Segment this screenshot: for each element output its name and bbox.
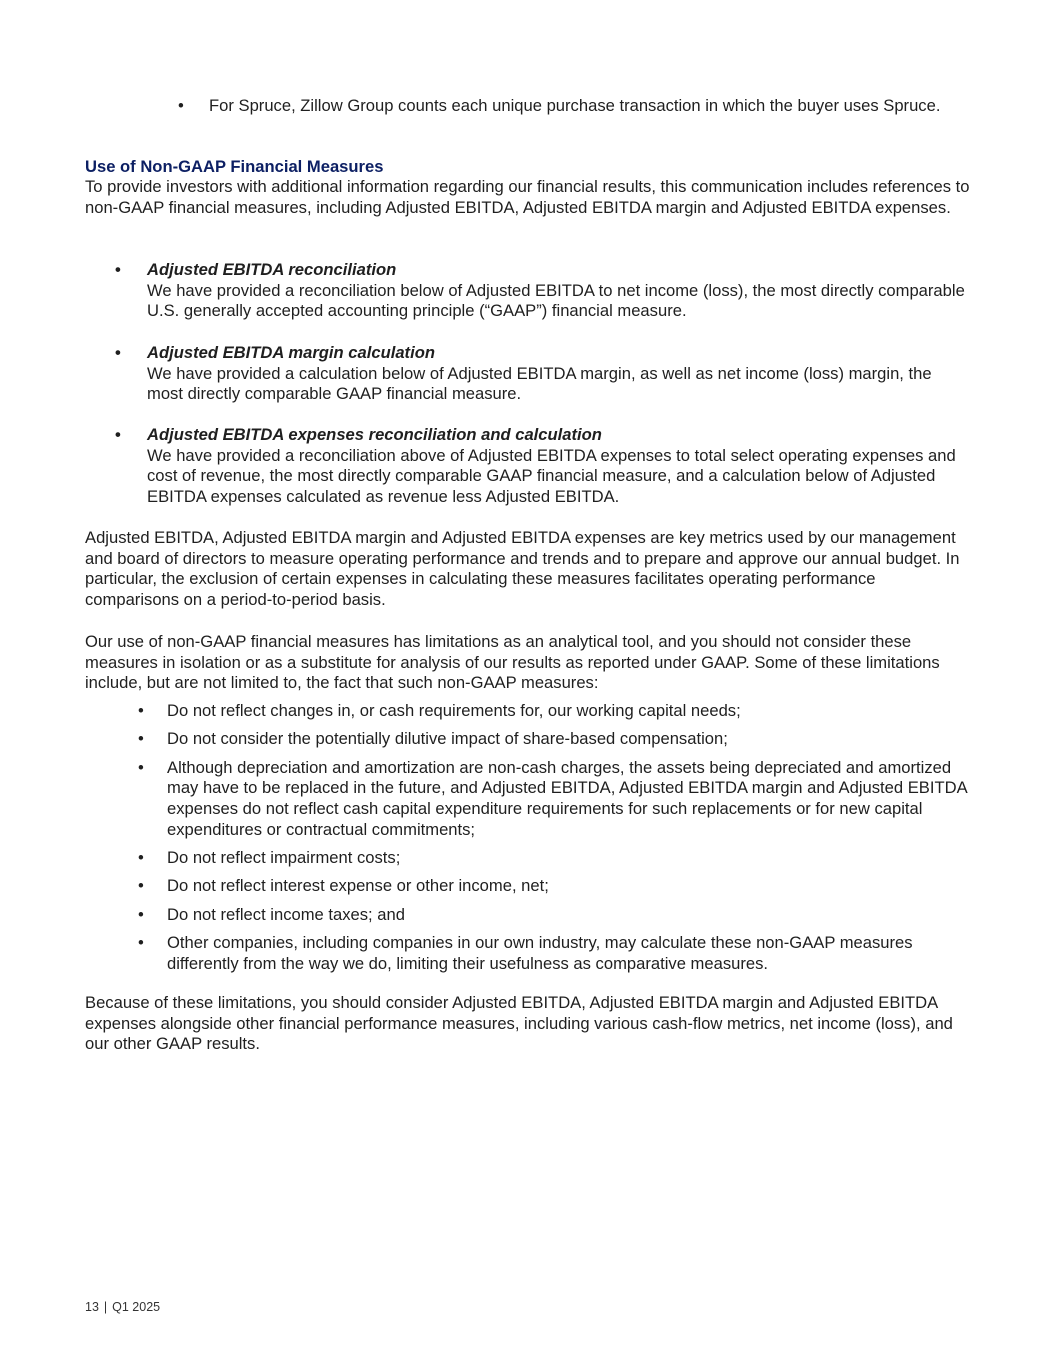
limitation-text: Do not reflect impairment costs;: [167, 848, 401, 867]
measure-item: [115, 343, 970, 405]
footer-separator: |: [103, 1300, 108, 1314]
measure-description: We have provided a reconciliation below of Adjusted EBITDA to net income (loss), the most directly comparable U.S. generally accepted accounting principle (“GAAP”) financial measure.: [147, 280, 965, 321]
limitations-list: [138, 701, 970, 982]
limitation-item: [138, 933, 970, 974]
limitation-text: Do not reflect interest expense or other income, net;: [167, 876, 549, 896]
bullet-marker: •: [138, 729, 144, 749]
closing-paragraph: Because of these limitations, you should consider Adjusted EBITDA, Adjusted EBITDA margin and Adjusted EBITDA expenses alongside other financial performance measures, including various cash-flow metrics, net income (loss), and our other GAAP results.: [85, 993, 953, 1054]
intro-paragraph: To provide investors with additional information regarding our financial results, this communication includes references to non-GAAP financial measures, including Adjusted EBITDA, Adjusted EBITDA margin and Adjusted EBITDA expenses.: [85, 177, 970, 217]
limitation-item: [138, 729, 970, 750]
limitation-text: Although depreciation and amortization are non-cash charges, the assets being depreciated and amortized may have to be replaced in the future, and Adjusted EBITDA, Adjusted EBITDA margin and Adjusted EBITDA expenses do not reflect cash capital expenditure requirements for such replacements or for new capital expenditures or contractual commitments;: [167, 757, 967, 839]
limitation-item: [138, 758, 970, 841]
measure-item: [115, 260, 970, 322]
page-footer: [85, 1300, 165, 1314]
bullet-marker: •: [115, 260, 121, 279]
limitation-item: [138, 701, 970, 722]
bullet-marker: •: [115, 425, 121, 444]
bullet-marker: •: [115, 343, 121, 362]
spruce-bullet: [178, 96, 968, 117]
bullet-marker: •: [138, 932, 144, 952]
bullet-marker: •: [138, 848, 144, 867]
page-number: 13: [85, 1300, 99, 1314]
limitation-text: Do not reflect income taxes; and: [167, 904, 405, 924]
key-metrics-paragraph: Adjusted EBITDA, Adjusted EBITDA margin and Adjusted EBITDA expenses are key metrics used by our management and board of directors to measure operating performance and trends and to prepare and approve our annual budget. In particular, the exclusion of certain expenses in calculating these measures facilitates operating performance comparisons on a period-to-period basis.: [85, 528, 960, 610]
limitation-item: [138, 848, 970, 869]
bullet-marker: •: [138, 701, 144, 720]
section-heading: Use of Non-GAAP Financial Measures: [85, 157, 384, 176]
measure-description: We have provided a reconciliation above of Adjusted EBITDA expenses to total select operating expenses and cost of revenue, the most directly comparable GAAP financial measure, and a calculation below of Adjusted EBITDA expenses calculated as revenue less Adjusted EBITDA.: [147, 445, 956, 507]
spruce-bullet-text: For Spruce, Zillow Group counts each unique purchase transaction in which the buyer uses Spruce.: [209, 96, 941, 115]
limitations-paragraph: Our use of non-GAAP financial measures has limitations as an analytical tool, and you should not consider these measures in isolation or as a substitute for analysis of our results as reported under GAAP. Some of these limitations include, but are not limited to, the fact that such non-GAAP measures:: [85, 632, 940, 693]
bullet-marker: •: [178, 96, 184, 115]
report-period: Q1 2025: [112, 1300, 161, 1314]
measure-title: Adjusted EBITDA margin calculation: [147, 343, 435, 362]
bullet-marker: •: [138, 757, 144, 777]
measure-title: Adjusted EBITDA expenses reconciliation and calculation: [147, 425, 602, 444]
limitation-item: [138, 905, 970, 926]
bullet-marker: •: [138, 904, 144, 924]
measure-title: Adjusted EBITDA reconciliation: [147, 260, 397, 279]
limitation-text: Do not consider the potentially dilutive impact of share-based compensation;: [167, 729, 728, 749]
limitation-item: [138, 876, 970, 897]
bullet-marker: •: [138, 876, 144, 896]
limitation-text: Other companies, including companies in our own industry, may calculate these non-GAAP measures differently from the way we do, limiting their usefulness as comparative measures.: [167, 932, 913, 973]
measure-description: We have provided a calculation below of Adjusted EBITDA margin, as well as net income (loss) margin, the most directly comparable GAAP financial measure.: [147, 363, 932, 404]
limitation-text: Do not reflect changes in, or cash requirements for, our working capital needs;: [167, 701, 741, 720]
measure-item: [115, 425, 970, 508]
